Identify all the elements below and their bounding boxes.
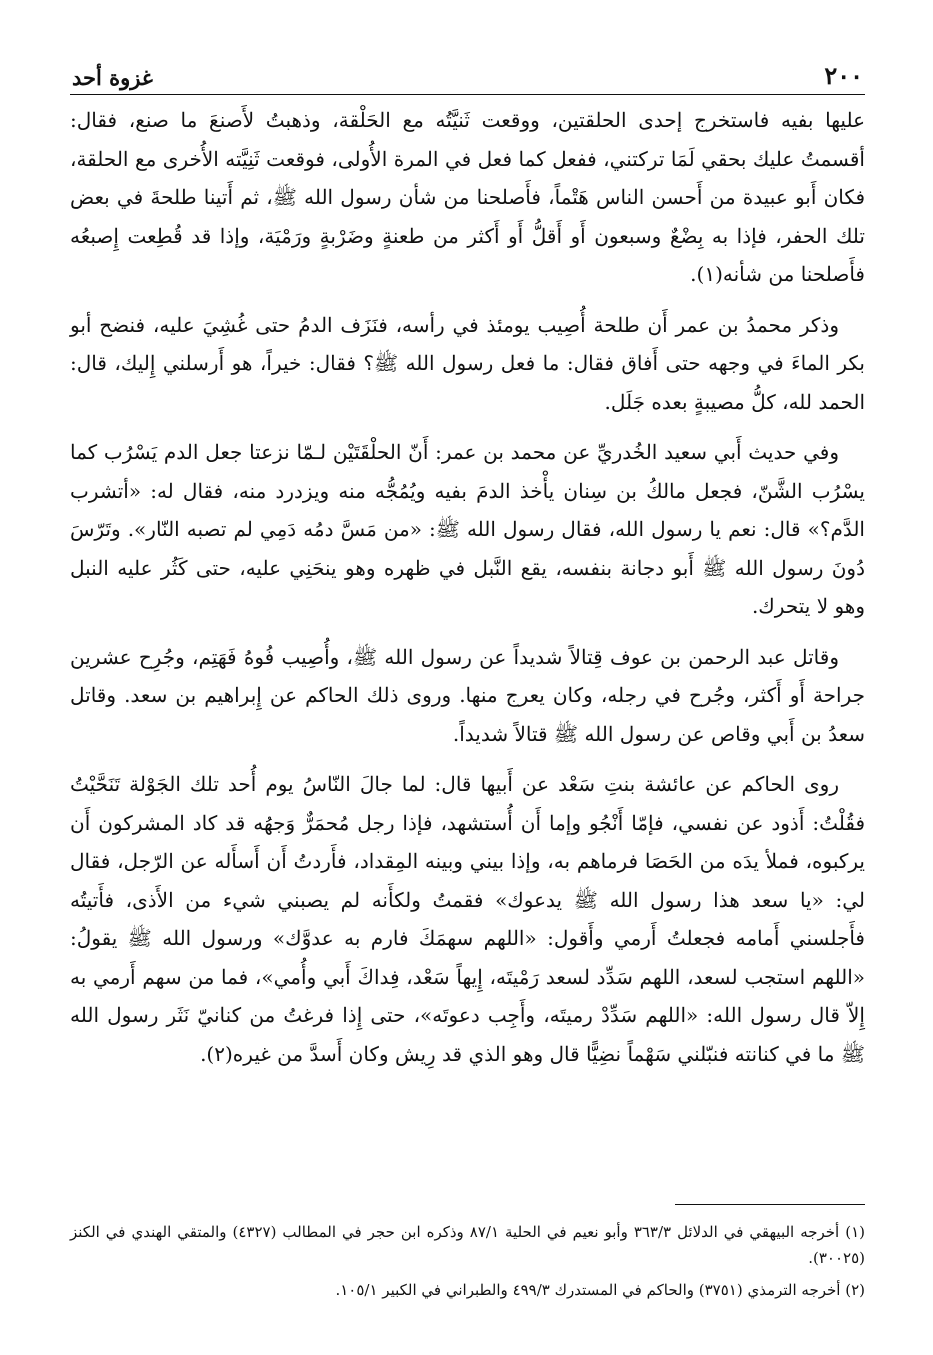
footnote: (١) أخرجه البيهقي في الدلائل ٣٦٣/٣ وأبو نعيم في الحلية ٨٧/١ وذكره ابن حجر في المطالب (٤٣٢٧) والمتقي الهندي في الكنز (٣٠٠٢٥). (70, 1223, 865, 1267)
paragraph: وقاتل عبد الرحمن بن عوف قِتالاً شديداً عن رسول الله ﷺ، وأُصِيب فُوهُ فَهَتِم، وجُرِح عشرين جراحة أَو أَكثر، وجُرح في رجله، وكان يعرج منها. وروى ذلك الحاكم عن إِبراهيم بن سعد. وقاتل سعدُ بن أَبي وقاص عن رسول الله ﷺ قتالاً شديداً. (70, 644, 865, 746)
paragraph: روى الحاكم عن عائشة بنتِ سَعْد عن أَبيها قال: لما جالَ النّاسُ يوم أُحد تلك الجَوْلة تَنَحَّيْتُ فقُلْتُ: أَذود عن نفسي، فإمّا أَنْجُو وإما أَن أُستشهد، فإذا رجل مُحمَرٌّ وَجهُه قد كاد المشركون أَن يركبوه، فملأ يدَه من الحَصَا فرماهم به، وإذا بيني وبينه المِقداد، فأَردتُ أَن أَسأَله عن الرّجل، فقال لي: «يا سعد هذا رسول الله ﷺ يدعوك» فقمتُ ولكأَنه لم يصبني شيء من الأَذى، فأَتيتُه فأَجلسني أَمامه فجعلتُ أَرمي وأَقول: «اللهم سهمَكَ فارم به عدوَّك» ورسول الله ﷺ يقولُ: «اللهم استجب لسعد، اللهم سَدِّد لسعد رَمْيتَه، إِيهاً سَعْد، فِداكَ أَبي وأُمي»، فما من سهم أَرمي به إِلاّ قال رسول الله: «اللهم سَدِّدْ رميتَه، وأَجِب دعوتَه»، حتى إِذا فرغتُ من كنانيّ نَثَر رسول الله ﷺ ما في كنانته فنبّلني سَهْماً نضِيًّا قال وهو الذي قد رِيش وكان أَسدَّ من غيره(٢). (70, 772, 865, 1066)
page-number: ٢٠٠ (824, 61, 863, 90)
page-body (70, 101, 865, 1073)
page-header (70, 50, 865, 95)
footnotes (70, 1204, 865, 1309)
running-title: غزوة أحد (72, 65, 153, 90)
footnote: (٢) أخرجه الترمذي (٣٧٥١) والحاكم في المستدرك ٤٩٩/٣ والطبراني في الكبير ١٠٥/١. (335, 1281, 865, 1299)
footnote-divider (675, 1204, 865, 1205)
paragraph: عليها بفيه فاستخرج إحدى الحلقتين، ووقعت ثَنيَّتُه مع الحَلْقة، وذهبتُ لأَصنعَ ما صنع، فقال: أقسمتُ عليك بحقي لَمَا تركتني، ففعل كما فعل في المرة الأُولى، فوقعت ثَنِيَّته الأُخرى مع الحلقة، فكان أَبو عبيدة من أَحسن الناس هَتْماً، فأَصلحنا من شأن رسول الله ﷺ، ثم أَتينا طلحةَ في بعض تلك الحفر، فإذا به بِضْعٌ وسبعون أَو أَقلُّ أَو أَكثر من طعنةٍ وضَرْبةٍ ورَمْيَة، وإذا قد قُطِعت إِصبعُه فأَصلحنا من شأنه(١). (70, 108, 866, 286)
paragraph: وفي حديث أَبي سعيد الخُدريِّ عن محمد بن عمر: أَنّ الحلْقَتَيْن لـمّا نزعتا جعل الدم يَسْرُب كما يسْرُب الشَّنّ، فجعل مالكُ بن سِنان يأْخذ الدمَ بفيه ويُمُجُّه منه ويزدرد منه، فقال له: «أتشرب الدَّم؟» قال: نعم يا رسول الله، فقال رسول الله ﷺ: «من مَسَّ دمُه دَمِي لم تصبه النّار». وتَرّسَ دُونَ رسول الله ﷺ أَبو دجانة بنفسه، يقع النَّبل في ظهره وهو ينحَنِي عليه، حتى كَثُر عليه النبل وهو لا يتحرك. (70, 440, 865, 618)
paragraph: وذكر محمدُ بن عمر أَن طلحة أُصِيب يومئذ في رأسه، فنَزَف الدمُ حتى غُشِيَ عليه، فنضح أبو بكر الماءَ في وجهه حتى أَفاق فقال: ما فعل رسول الله ﷺ؟ فقال: خيراً، هو أَرسلني إِليك، قال: الحمد لله، كلُّ مصيبةٍ بعده جَلَل. (70, 312, 865, 414)
